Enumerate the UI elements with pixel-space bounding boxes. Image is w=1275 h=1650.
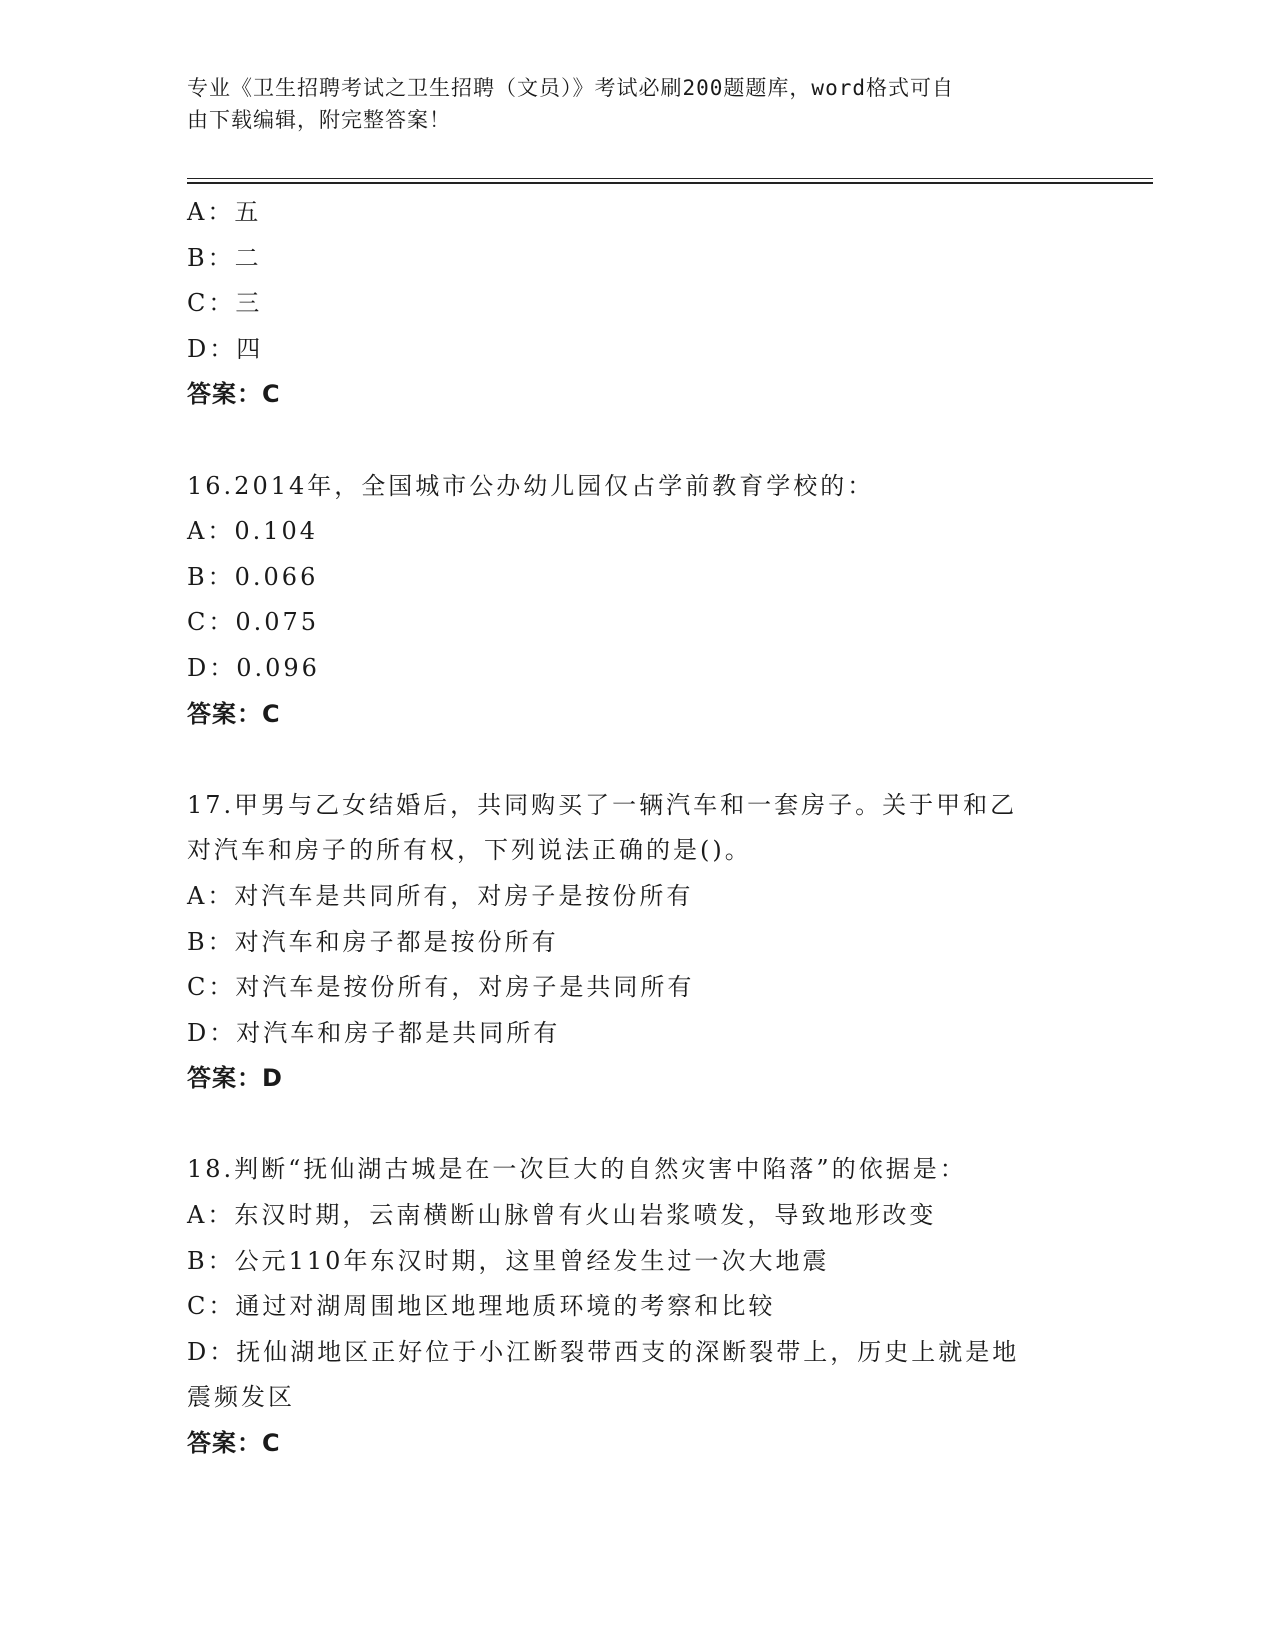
spacer <box>187 418 1087 464</box>
spacer <box>187 1102 1087 1148</box>
option-d: D：四 <box>187 334 264 363</box>
question-list <box>187 190 1087 1467</box>
option-a: A：五 <box>187 198 262 226</box>
question-17-block <box>187 783 1087 1102</box>
option-a: A：对汽车是共同所有，对房子是按份所有 <box>187 881 694 910</box>
option-d: D：0.096 <box>187 653 320 682</box>
question-18-block <box>187 1147 1087 1466</box>
question-stem: 16.2014年，全国城市公办幼儿园仅占学前教育学校的： <box>187 471 875 500</box>
question-stem-line-1: 17.甲男与乙女结婚后，共同购买了一辆汽车和一套房子。关于甲和乙 <box>187 790 1018 819</box>
answer-line: 答案：C <box>187 1429 281 1458</box>
option-d-continued: 震频发区 <box>187 1383 295 1412</box>
option-c: C：三 <box>187 289 263 318</box>
question-stem: 18.判断“抚仙湖古城是在一次巨大的自然灾害中陷落”的依据是： <box>187 1155 967 1184</box>
answer-line: 答案：C <box>187 699 281 728</box>
question-16-block <box>187 464 1087 738</box>
document-header <box>187 72 1067 136</box>
header-divider-thin <box>187 178 1153 179</box>
spacer <box>187 737 1087 783</box>
option-b: B：二 <box>187 243 262 272</box>
header-divider-thick <box>187 182 1153 184</box>
option-c: C：0.075 <box>187 608 320 637</box>
option-c: C：对汽车是按份所有，对房子是共同所有 <box>187 973 695 1002</box>
option-a: A：东汉时期，云南横断山脉曾有火山岩浆喷发，导致地形改变 <box>187 1201 937 1230</box>
answer-line: 答案：D <box>187 1064 283 1093</box>
option-c: C：通过对湖周围地区地理地质环境的考察和比较 <box>187 1292 776 1321</box>
header-title-line-1: 专业《卫生招聘考试之卫生招聘（文员）》考试必刷200题题库，word格式可自 <box>187 76 954 100</box>
option-b: B：0.066 <box>187 562 319 591</box>
answer-line: 答案：C <box>187 380 281 409</box>
option-d: D：对汽车和房子都是共同所有 <box>187 1018 561 1047</box>
option-b: B：对汽车和房子都是按份所有 <box>187 927 559 956</box>
option-b: B：公元110年东汉时期，这里曾经发生过一次大地震 <box>187 1246 830 1275</box>
header-title-line-2: 由下载编辑，附完整答案！ <box>187 108 451 132</box>
question-15-block <box>187 190 1087 418</box>
question-stem-line-2: 对汽车和房子的所有权，下列说法正确的是()。 <box>187 836 752 865</box>
option-d: D：抚仙湖地区正好位于小江断裂带西支的深断裂带上，历史上就是地 <box>187 1337 1020 1366</box>
option-a: A：0.104 <box>187 517 319 546</box>
